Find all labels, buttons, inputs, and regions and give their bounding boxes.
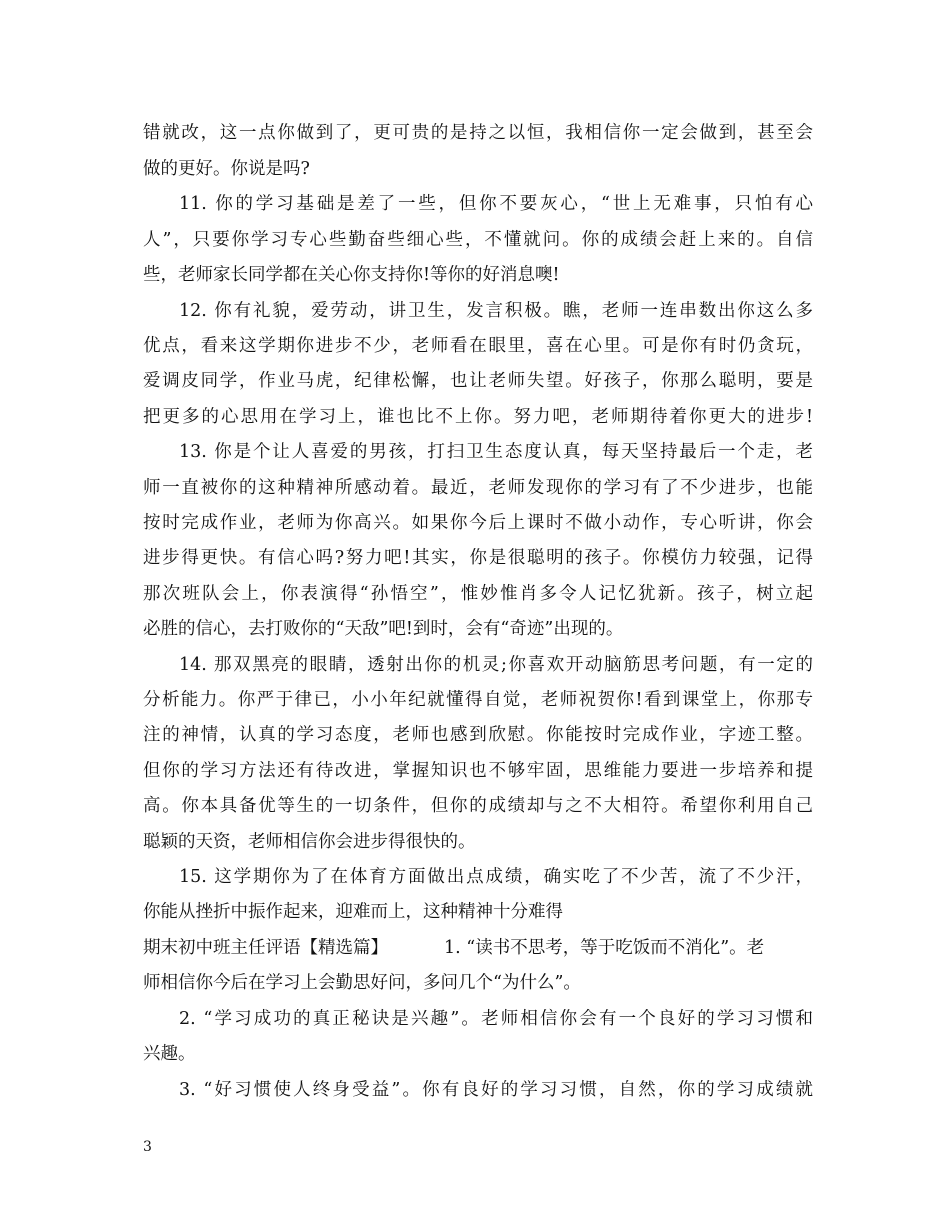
paragraph-11-start: 11. 你的学习基础是差了一些，但你不要灰心，“世上无难事，只怕有心: [179, 194, 813, 214]
paragraph-13-start: 13. 你是个让人喜爱的男孩，打扫卫生态度认真，每天坚持最后一个走，老: [179, 442, 813, 462]
text-line: 错就改，这一点你做到了，更可贵的是持之以恒，我相信你一定会做到，甚至会: [143, 123, 813, 143]
section-heading: 期末初中班主任评语【精选篇】: [143, 938, 388, 958]
paragraph-12-start: 12. 你有礼貌，爱劳动，讲卫生，发言积极。瞧，老师一连串数出你这么多: [179, 301, 813, 321]
text-line: 但你的学习方法还有待改进，掌握知识也不够牢固，思维能力要进一步培养和提: [143, 761, 813, 781]
text-line: 高。你本具备优等生的一切条件，但你的成绩却与之不大相符。希望你利用自己: [143, 796, 813, 816]
item-3-start: 3. “好习惯使人终身受益”。你有良好的学习习惯，自然，你的学习成绩就: [179, 1080, 813, 1100]
text-line: 聪颖的天资，老师相信你会进步得很快的。: [143, 832, 476, 852]
text-line: 做的更好。你说是吗?: [143, 159, 310, 179]
paragraph-15-start: 15. 这学期你为了在体育方面做出点成绩，确实吃了不少苦，流了不少汗，: [179, 867, 813, 887]
paragraph-14-start: 14. 那双黑亮的眼睛，透射出你的机灵;你喜欢开动脑筋思考问题，有一定的: [179, 655, 813, 675]
item-1-start: 1. “读书不思考，等于吃饭而不消化”。老: [444, 938, 765, 958]
heading-line: [143, 936, 813, 960]
item-2-start: 2. “学习成功的真正秘诀是兴趣”。老师相信你会有一个良好的学习习惯和: [179, 1009, 813, 1029]
text-line: 必胜的信心，去打败你的“天敌”吧!到时，会有“奇迹”出现的。: [143, 619, 624, 639]
text-line: 注的神情，认真的学习态度，老师也感到欣慰。你能按时完成作业，字迹工整。: [143, 725, 813, 745]
text-line: 按时完成作业，老师为你高兴。如果你今后上课时不做小动作，专心听讲，你会: [143, 513, 813, 533]
text-line: 分析能力。你严于律已，小小年纪就懂得自觉，老师祝贺你!看到课堂上，你那专: [143, 690, 813, 710]
text-line: 爱调皮同学，作业马虎，纪律松懈，也让老师失望。好孩子，你那么聪明，要是: [143, 371, 813, 391]
text-line: 进步得更快。有信心吗?努力吧!其实，你是很聪明的孩子。你模仿力较强，记得: [143, 548, 813, 568]
page-number: 3: [143, 1139, 152, 1155]
text-line: 那次班队会上，你表演得“孙悟空”，惟妙惟肖多令人记忆犹新。孩子，树立起: [143, 584, 813, 604]
text-line: 人”，只要你学习专心些勤奋些细心些，不懂就问。你的成绩会赶上来的。自信: [143, 230, 813, 250]
text-line: 把更多的心思用在学习上，谁也比不上你。努力吧，老师期待着你更大的进步!: [143, 407, 813, 427]
text-line: 你能从挫折中振作起来，迎难而上，这种精神十分难得: [143, 902, 563, 922]
text-line: 师一直被你的这种精神所感动着。最近，老师发现你的学习有了不少进步，也能: [143, 478, 813, 498]
text-line: 些，老师家长同学都在关心你支持你!等你的好消息噢!: [143, 265, 560, 285]
text-line: 师相信你今后在学习上会勤思好问，多问几个“为什么”。: [143, 973, 581, 993]
text-line: 兴趣。: [143, 1044, 196, 1064]
text-line: 优点，看来这学期你进步不少，老师看在眼里，喜在心里。可是你有时仍贪玩，: [143, 336, 813, 356]
